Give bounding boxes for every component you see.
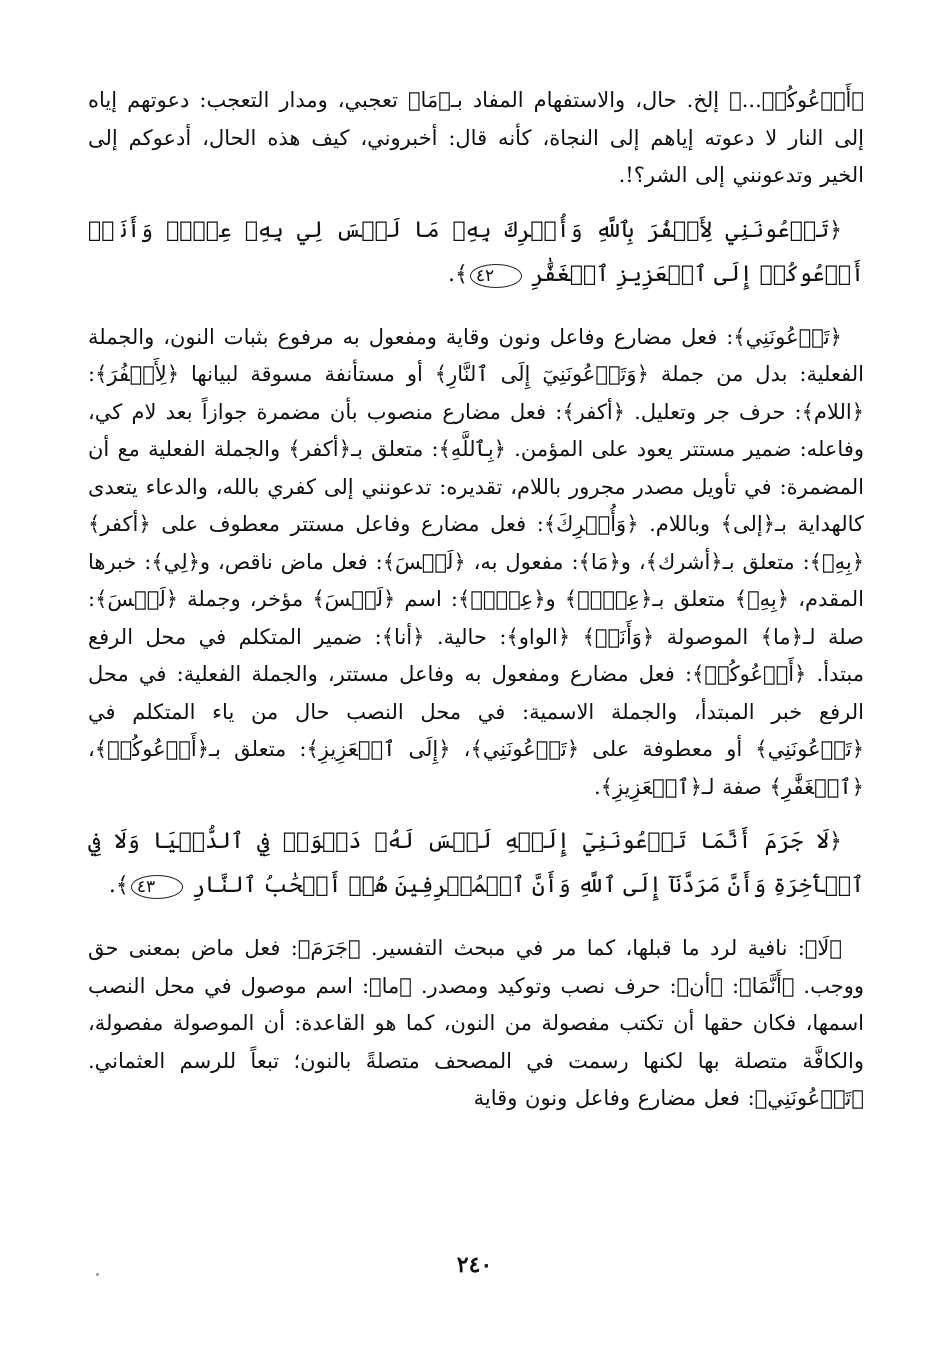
page-body xyxy=(88,82,864,1118)
verse-text: ﴿تَدۡعُونَنِي لِأَكۡفُرَ بِٱللَّهِ وَأُشۡرِكَ بِهِۦ مَا لَيۡسَ لِي بِهِۦ عِلۡمٞ وَأَنَا۠ أَدۡعُوكُمۡ إِلَى ٱلۡعَزِيزِ ٱلۡغَفَّٰرِ xyxy=(88,217,864,287)
page-number: ٢٤٠ xyxy=(456,1252,493,1278)
quran-verse-43 xyxy=(88,820,864,908)
quran-verse-42 xyxy=(88,209,864,297)
scan-speck xyxy=(96,1273,99,1276)
commentary-paragraph-2: ﴿تَدۡعُونَنِي﴾: فعل مضارع وفاعل ونون وقاية ومفعول به مرفوع بثبات النون، والجملة الفعلية: بدل من جملة ﴿وَتَدۡعُونَنِيٓ إِلَى ٱلنَّارِ﴾ أو مستأنفة مسوقة لبيانها ﴿لِأَكۡفُرَ﴾: ﴿اللام﴾: حرف جر وتعليل. ﴿أكفر﴾: فعل مضارع منصوب بأن مضمرة جوازاً بعد لام كي، وفاعله: ضمير مستتر يعود على المؤمن. ﴿بِٱللَّهِ﴾: متعلق بـ﴿أكفر﴾ والجملة الفعلية مع أن المضمرة: في تأويل مصدر مجرور باللام، تقديره: تدعونني إلى كفري بالله، والدعاء يتعدى كالهداية بـ﴿إلى﴾ وباللام. ﴿وَأُشۡرِكَ﴾: فعل مضارع وفاعل مستتر معطوف على ﴿أكفر﴾ ﴿بِهِۦ﴾: متعلق بـ﴿أشرك﴾، و﴿مَا﴾: مفعول به، ﴿لَيۡسَ﴾: فعل ماض ناقص، و﴿لِي﴾: خبرها المقدم، ﴿بِهِۦ﴾ متعلق بـ﴿عِلۡمٞ﴾ و﴿عِلۡمٞ﴾: اسم ﴿لَيۡسَ﴾ مؤخر، وجملة ﴿لَيۡسَ﴾: صلة لـ﴿ما﴾ الموصولة ﴿وَأَنَا۠﴾ ﴿الواو﴾: حالية. ﴿أنا﴾: ضمير المتكلم في محل الرفع مبتدأ. ﴿أَدۡعُوكُمۡ﴾: فعل مضارع ومفعول به وفاعل مستتر، والجملة الفعلية: في محل الرفع خبر المبتدأ، والجملة الاسمية: في محل النصب حال من ياء المتكلم في ﴿تَدۡعُونَنِي﴾ أو معطوفة على ﴿تَدۡعُونَنِي﴾، ﴿إِلَى ٱلۡعَزِيزِ﴾: متعلق بـ﴿أَدۡعُوكُمۡ﴾، ﴿ٱلۡغَفَّٰرِ﴾ صفة لـ﴿ٱلۡعَزِيزِ﴾. xyxy=(88,324,864,799)
spacer xyxy=(88,806,864,820)
verse-closing: ﴾. xyxy=(108,873,129,898)
ayah-number-marker: ٤٣ xyxy=(131,875,183,899)
verse-closing: ﴾. xyxy=(447,261,468,287)
commentary-paragraph-1: ﴿أَدۡعُوكُمۡ...﴾ إلخ. حال، والاستفهام المفاد بـ﴿مَا﴾ تعجبي، ومدار التعجب: دعوتهم إياه إلى النار لا دعوته إياهم إلى النجاة، كأنه قال: أخبروني، كيف هذه الحال، أدعوكم إلى الخير وتدعونني إلى الشر؟!. xyxy=(88,88,864,187)
ayah-number-marker: ٤٢ xyxy=(470,264,522,288)
spacer xyxy=(88,297,864,319)
spacer xyxy=(88,195,864,209)
commentary-paragraph-3: ﴿لَا﴾: نافية لرد ما قبلها، كما مر في مبحث التفسير. ﴿جَرَمَ﴾: فعل ماض بمعنى حق ووجب. ﴿أَنَّمَا﴾: ﴿أن﴾: حرف نصب وتوكيد ومصدر. ﴿ما﴾: اسم موصول في محل النصب اسمها، فكان حقها أن تكتب مفصولة من النون، كما هو القاعدة: أن الموصولة مفصولة، والكافَّة متصلة بها لكنها رسمت في المصحف متصلةً بالنون؛ تبعاً للرسم العثماني. ﴿تَدۡعُونَنِي﴾: فعل مضارع وفاعل ونون وقاية xyxy=(88,936,864,1110)
verse-text: ﴿لَا جَرَمَ أَنَّمَا تَدۡعُونَنِيٓ إِلَيۡهِ لَيۡسَ لَهُۥ دَعۡوَةٞ فِي ٱلدُّنۡيَا وَلَا فِي ٱلۡأٓخِرَةِ وَأَنَّ مَرَدَّنَآ إِلَى ٱللَّهِ وَأَنَّ ٱلۡمُسۡرِفِينَ هُمۡ أَصۡحَٰبُ ٱلنَّارِ xyxy=(88,829,864,898)
spacer xyxy=(88,908,864,930)
